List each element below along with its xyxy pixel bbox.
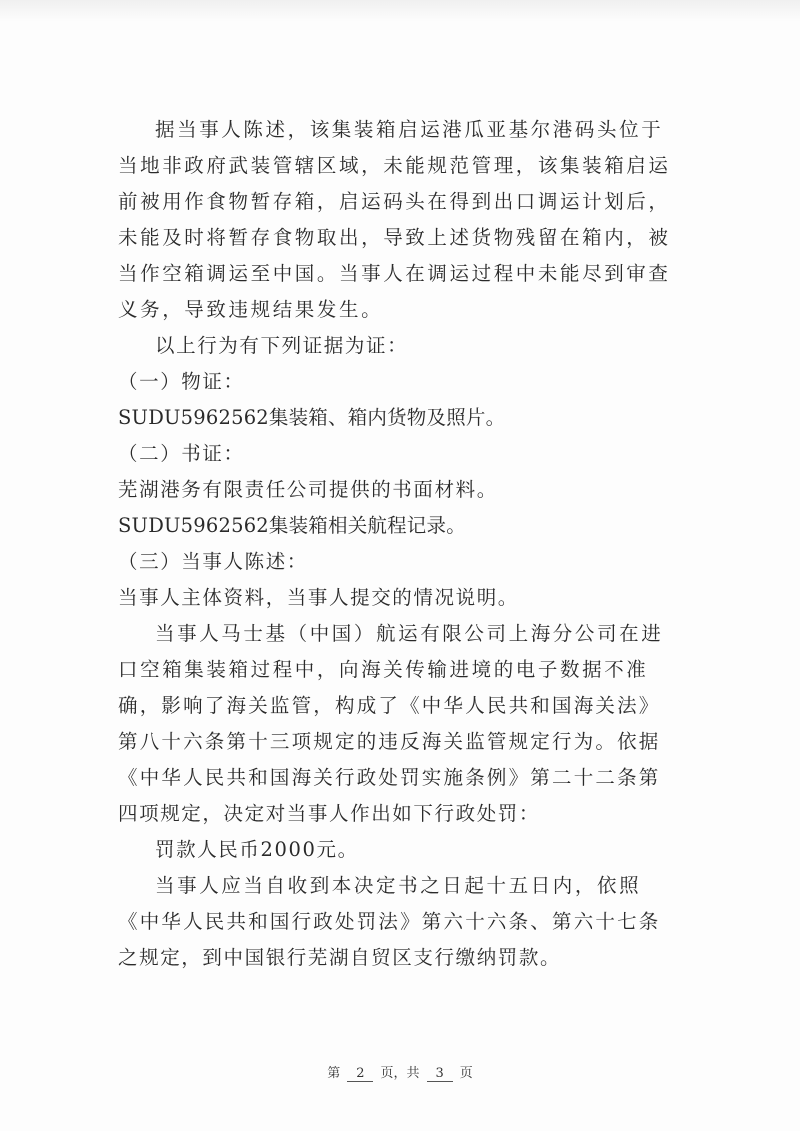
footer-middle: 页，共 [380,1066,420,1081]
page-footer [0,1062,800,1082]
evidence-item: SUDU5962562集装箱、箱内货物及照片。 [118,406,506,429]
penalty-line: 罚款人民币2000元。 [155,838,359,861]
evidence-heading: （一）物证： [118,370,245,393]
paragraph-line: 以上行为有下列证据为证： [155,334,409,357]
paragraph-line: 之规定，到中国银行芜湖自贸区支行缴纳罚款。 [118,946,562,969]
paragraph-line: 第八十六条第十三项规定的违反海关监管规定行为。依据 [118,730,661,753]
evidence-heading: （三）当事人陈述： [118,550,308,573]
paragraph-line: 《中华人民共和国行政处罚法》第六十六条、第六十七条 [118,910,661,933]
paragraph-line: 四项规定，决定对当事人作出如下行政处罚： [118,802,541,825]
paragraph-line: 口空箱集装箱过程中，向海关传输进境的电子数据不准 [118,658,649,681]
evidence-item: 当事人主体资料，当事人提交的情况说明。 [118,586,519,609]
current-page-number: 2 [347,1066,373,1082]
paragraph-line: 当地非政府武装管辖区域，未能规范管理，该集装箱启运 [118,154,671,177]
evidence-item: SUDU5962562集装箱相关航程记录。 [118,514,466,537]
total-page-number: 3 [427,1066,453,1082]
paragraph-line: 义务，导致违规结果发生。 [118,298,384,321]
paragraph-line: 未能及时将暂存食物取出，导致上述货物残留在箱内，被 [118,226,671,249]
evidence-heading: （二）书证： [118,442,245,465]
footer-suffix: 页 [459,1066,473,1081]
paragraph-line: 当事人应当自收到本决定书之日起十五日内，依照 [155,874,642,897]
paragraph-line: 前被用作食物暂存箱，启运码头在得到出口调运计划后， [118,190,671,213]
scan-edge [0,0,800,22]
paragraph-line: 《中华人民共和国海关行政处罚实施条例》第二十二条第 [118,766,661,789]
paragraph-line: 当作空箱调运至中国。当事人在调运过程中未能尽到审查 [118,262,671,285]
paragraph-line: 确，影响了海关监管，构成了《中华人民共和国海关法》 [118,694,661,717]
paragraph-line: 据当事人陈述，该集装箱启运港瓜亚基尔港码头位于 [155,118,664,141]
evidence-item: 芜湖港务有限责任公司提供的书面材料。 [118,478,498,501]
paragraph-line: 当事人马士基（中国）航运有限公司上海分公司在进 [155,622,664,645]
footer-prefix: 第 [327,1066,341,1081]
